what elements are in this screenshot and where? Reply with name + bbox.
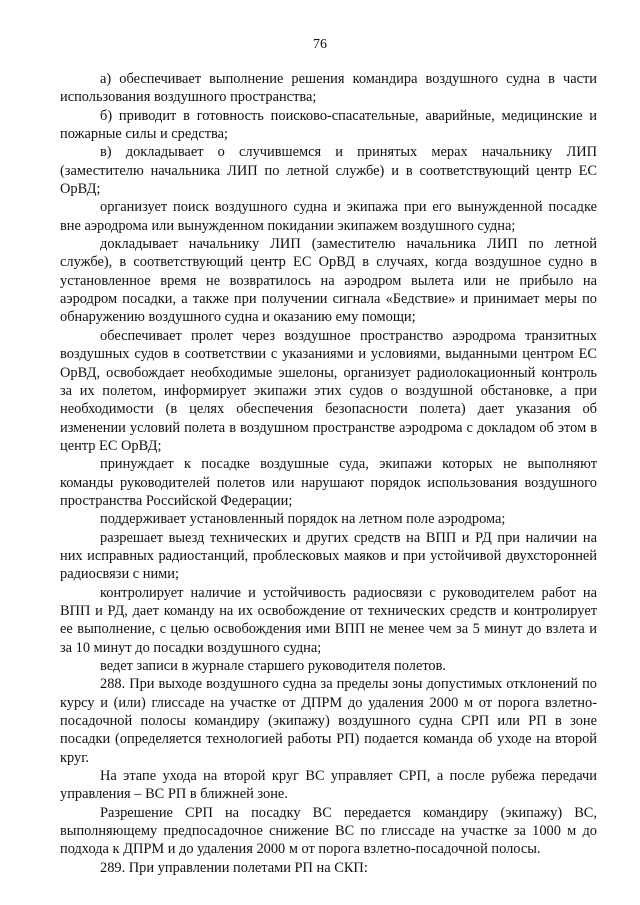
paragraph: разрешает выезд технических и других средств на ВПП и РД при наличии на них исправных радиостанций, проблесковых маяков и при устойчивой двухсторонней радиосвязи с ними; xyxy=(60,529,597,583)
paragraph: докладывает начальнику ЛИП (заместителю начальника ЛИП по летной службе), в соответствующий центр ЕС ОрВД в случаях, когда воздушное судно в установленное время не возвратилось на аэродром вылета или не прибыло на аэродром посадки, а также при получении сигнала «Бедствие» и принимает меры по обнаружению воздушного судна и оказанию ему помощи; xyxy=(60,236,597,326)
paragraph: б) приводит в готовность поисково-спасательные, аварийные, медицинские и пожарные силы и средства; xyxy=(60,107,597,143)
paragraph: в) докладывает о случившемся и принятых мерах начальнику ЛИП (заместителю начальника ЛИП по летной службе) и в соответствующий центр ЕС ОрВД; xyxy=(60,144,597,198)
paragraph: Разрешение СРП на посадку ВС передается командиру (экипажу) ВС, выполняющему предпосадочное снижение ВС по глиссаде на участке за 1000 м до подхода к ДПРМ и до удаления 2000 м от порога взлетно-посадочной полосы. xyxy=(60,804,597,858)
document-body xyxy=(60,70,597,877)
paragraph: поддерживает установленный порядок на летном поле аэродрома; xyxy=(100,511,506,528)
paragraph: а) обеспечивает выполнение решения командира воздушного судна в части использования воздушного пространства; xyxy=(60,71,597,106)
paragraph: организует поиск воздушного судна и экипажа при его вынужденной посадке вне аэродрома или вынужденном покидании экипажем воздушного судна; xyxy=(60,199,597,234)
page-number: 76 xyxy=(313,37,327,52)
paragraph: контролирует наличие и устойчивость радиосвязи с руководителем работ на ВПП и РД, дает команду на их освобождение от технических средств и контролирует ее выполнение, с целью освобождения ими ВПП не менее чем за 5 минут до взлета и за 10 минут до посадки воздушного судна; xyxy=(60,584,597,656)
paragraph: 288. При выходе воздушного судна за пределы зоны допустимых отклонений по курсу и (или) глиссаде на участке от ДПРМ до удаления 2000 м от порога взлетно-посадочной полосы командиру (экипажу) воздушного судна СРП или РП в зоне посадки (определяется технологией работы РП) подается команда об уходе на второй круг. xyxy=(60,676,597,766)
paragraph: 289. При управлении полетами РП на СКП: xyxy=(100,859,368,876)
paragraph: обеспечивает пролет через воздушное пространство аэродрома транзитных воздушных судов в соответствии с указаниями и условиями, выданными центром ЕС ОрВД, освобождает необходимые эшелоны, организует радиолокационный контроль за их полетом, информирует экипажи этих судов о воздушной обстановке, а при необходимости (в целях обеспечения безопасности полета) дает указания об изменении условий полета в воздушном пространстве аэродрома с докладом об этом в центр ЕС ОрВД; xyxy=(60,327,597,454)
paragraph: принуждает к посадке воздушные суда, экипажи которых не выполняют команды руководителей полетов или нарушают порядок использования воздушного пространства Российской Федерации; xyxy=(60,456,597,509)
paragraph: ведет записи в журнале старшего руководителя полетов. xyxy=(100,658,447,674)
paragraph: На этапе ухода на второй круг ВС управляет СРП, а после рубежа передачи управления – ВС РП в ближней зоне. xyxy=(60,768,597,803)
